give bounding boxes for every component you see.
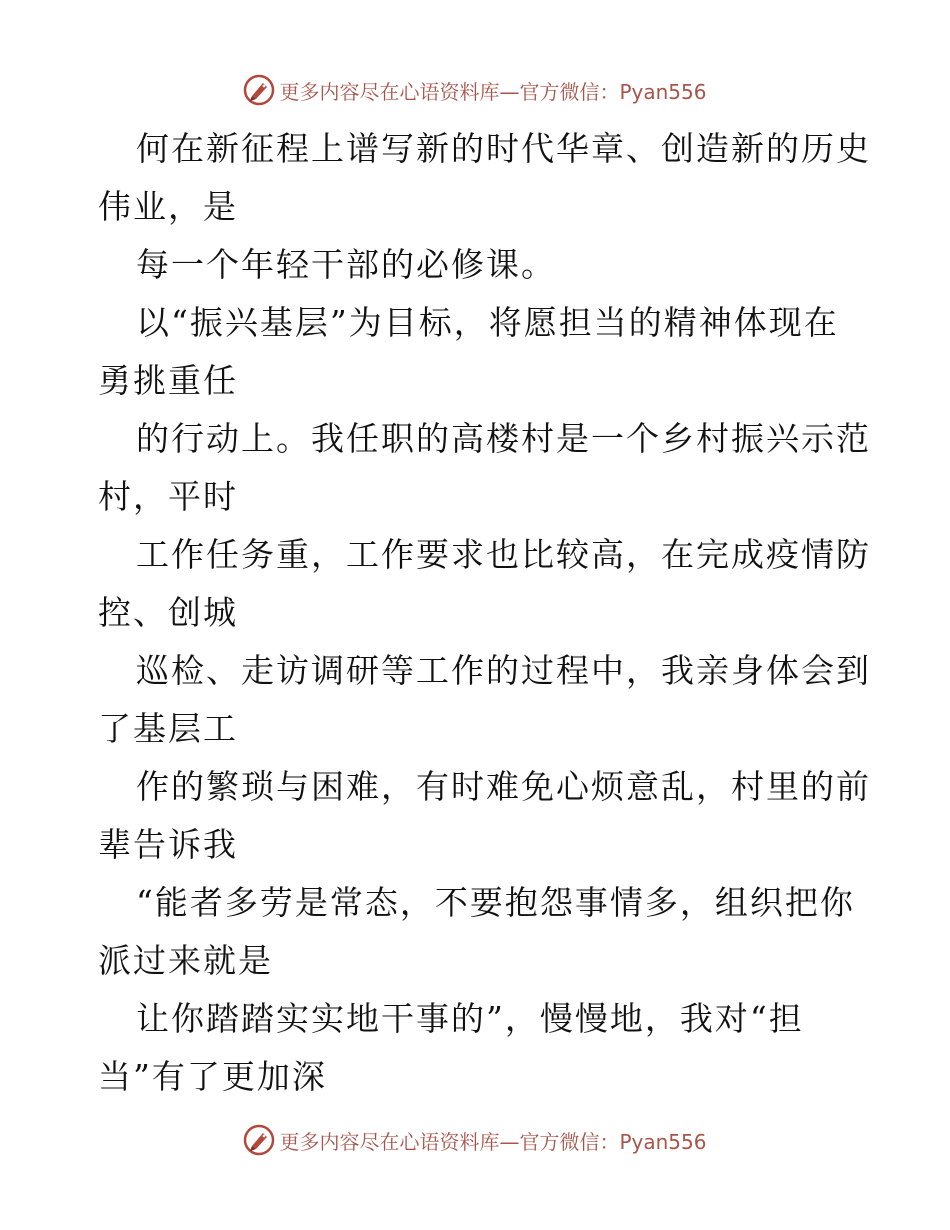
paragraph-line: 的行动上。我任职的高楼村是一个乡村振兴示范 xyxy=(136,419,871,458)
paragraph-line: 作的繁琐与困难，有时难免心烦意乱，村里的前 xyxy=(136,767,871,806)
paragraph-line: 巡检、走访调研等工作的过程中，我亲身体会到 xyxy=(136,651,871,690)
footer-banner xyxy=(0,1120,950,1160)
document-body xyxy=(98,120,871,1106)
footer-banner-text: 更多内容尽在心语资料库—官方微信：Pyan556 xyxy=(279,1129,707,1154)
header-banner-text: 更多内容尽在心语资料库—官方微信：Pyan556 xyxy=(279,79,707,104)
paragraph-line: 当”有了更加深 xyxy=(98,1057,327,1096)
header-banner xyxy=(0,70,950,110)
paragraph-line: 控、创城 xyxy=(98,593,238,632)
paragraph-line: 派过来就是 xyxy=(98,941,273,980)
pen-nib-logo-icon xyxy=(243,74,275,106)
pen-nib-logo-icon xyxy=(243,1124,275,1156)
paragraph-line: 辈告诉我 xyxy=(98,825,238,864)
paragraph-line: 了基层工 xyxy=(98,709,238,748)
paragraph-line: 何在新征程上谱写新的时代华章、创造新的历史 xyxy=(136,129,871,168)
paragraph-line: 让你踏踏实实地干事的”，慢慢地，我对“担 xyxy=(136,999,804,1038)
paragraph-line: 村，平时 xyxy=(98,477,238,516)
paragraph-line: 工作任务重，工作要求也比较高，在完成疫情防 xyxy=(136,535,871,574)
paragraph-line: “能者多劳是常态，不要抱怨事情多，组织把你 xyxy=(136,883,855,922)
paragraph-line: 伟业，是 xyxy=(98,187,238,226)
paragraph-line: 每一个年轻干部的必修课。 xyxy=(136,245,556,284)
paragraph-line: 勇挑重任 xyxy=(98,361,238,400)
paragraph-line: 以“振兴基层”为目标，将愿担当的精神体现在 xyxy=(136,303,839,342)
